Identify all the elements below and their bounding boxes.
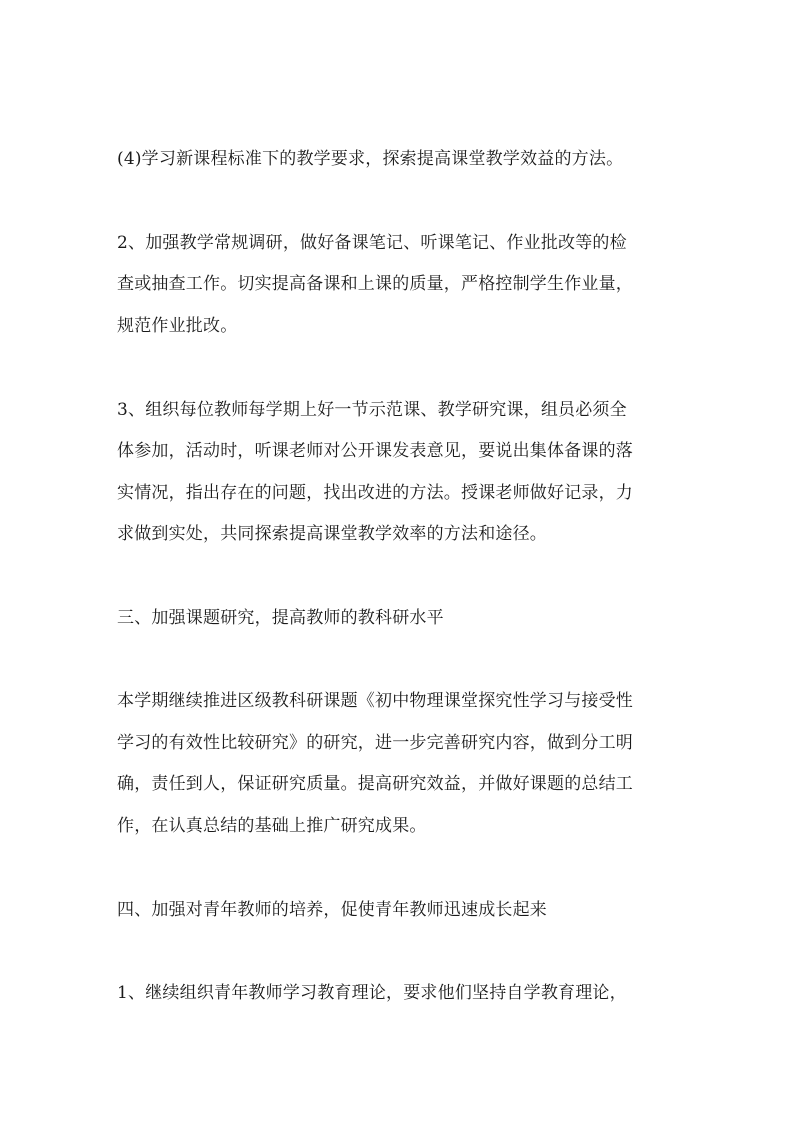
paragraph-3-line-1: 3、组织每位教师每学期上好一节示范课、教学研究课，组员必须全: [117, 400, 627, 420]
paragraph-research-line-3: 确，责任到人，保证研究质量。提高研究效益，并做好课题的总结工: [117, 774, 633, 794]
paragraph-4-line-1: (4)学习新课程标准下的教学要求，探索提高课堂教学效益的方法。: [117, 149, 624, 169]
paragraph-youth-line-1: 1、继续组织青年教师学习教育理论，要求他们坚持自学教育理论，: [117, 983, 627, 1003]
paragraph-3-line-3: 实情况，指出存在的问题，找出改进的方法。授课老师做好记录，力: [117, 483, 633, 503]
paragraph-2-line-2: 查或抽查工作。切实提高备课和上课的质量，严格控制学生作业量，: [117, 274, 633, 294]
paragraph-3-line-4: 求做到实处，共同探索提高课堂教学效率的方法和途径。: [117, 524, 547, 544]
section-heading-3: 三、加强课题研究，提高教师的教科研水平: [117, 608, 444, 628]
paragraph-2-line-1: 2、加强教学常规调研，做好备课笔记、听课笔记、作业批改等的检: [117, 233, 627, 253]
paragraph-research-line-2: 学习的有效性比较研究》的研究，进一步完善研究内容，做到分工明: [117, 733, 633, 753]
paragraph-2-line-3: 规范作业批改。: [117, 316, 238, 336]
paragraph-research-line-1: 本学期继续推进区级教科研课题《初中物理课堂探究性学习与接受性: [117, 691, 633, 711]
paragraph-3-line-2: 体参加，活动时，听课老师对公开课发表意见，要说出集体备课的落: [117, 441, 633, 461]
paragraph-research-line-4: 作，在认真总结的基础上推广研究成果。: [117, 816, 427, 836]
section-heading-4: 四、加强对青年教师的培养，促使青年教师迅速成长起来: [117, 900, 547, 920]
